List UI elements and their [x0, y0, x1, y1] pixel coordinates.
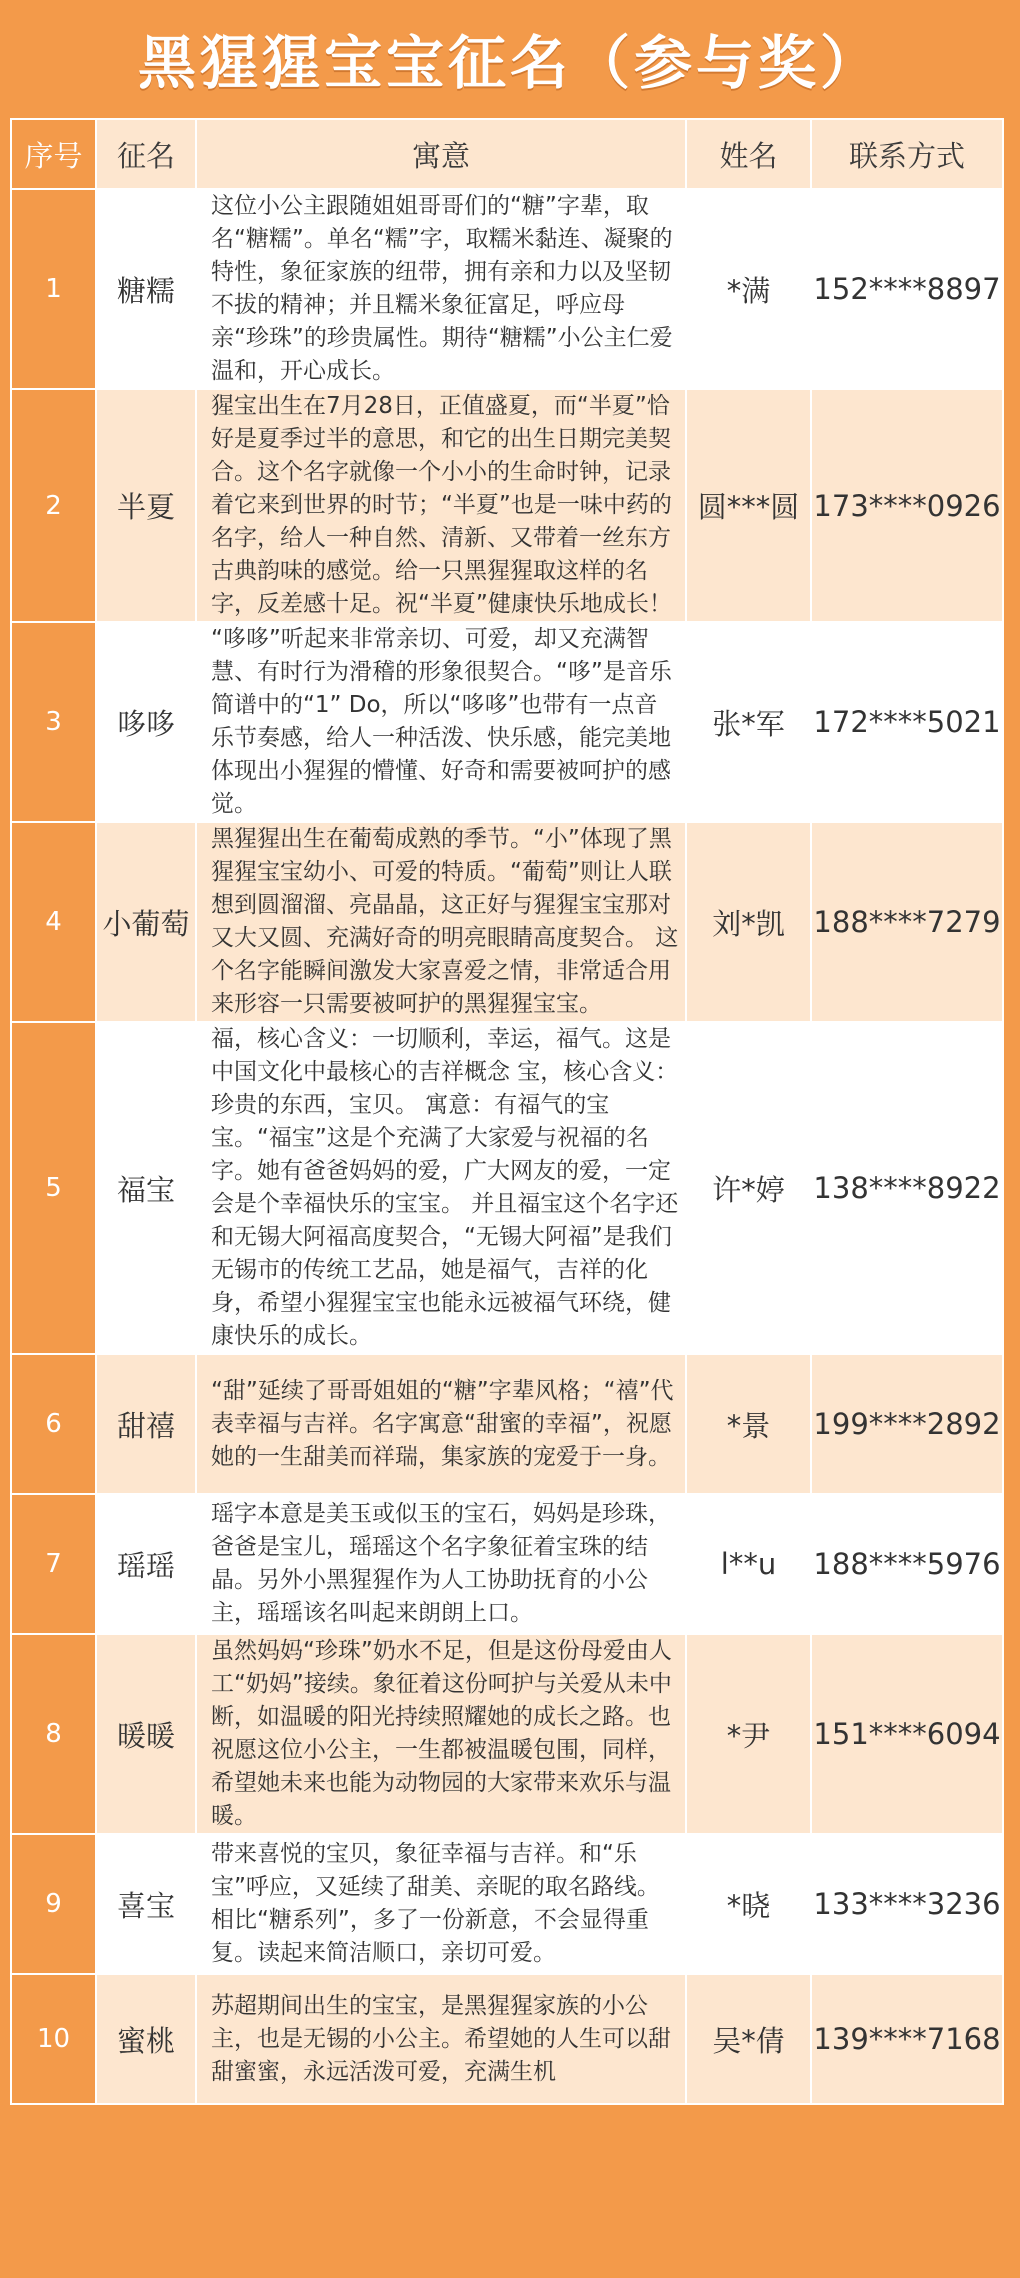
submitter-name: *满	[686, 189, 811, 389]
proposed-name: 哆哆	[96, 622, 196, 822]
name-meaning: 瑶字本意是美玉或似玉的宝石，妈妈是珍珠，爸爸是宝儿，瑶瑶这个名字象征着宝珠的结晶。另外小黑猩猩作为人工协助抚育的小公主，瑶瑶该名叫起来朗朗上口。	[196, 1494, 686, 1634]
header-person: 姓名	[686, 119, 811, 189]
proposed-name: 甜禧	[96, 1354, 196, 1494]
submitter-name: 圆***圆	[686, 389, 811, 622]
contact-phone: 138****8922	[811, 1022, 1003, 1354]
contact-phone: 152****8897	[811, 189, 1003, 389]
header-meaning: 寓意	[196, 119, 686, 189]
name-meaning: 带来喜悦的宝贝，象征幸福与吉祥。和“乐宝”呼应，又延续了甜美、亲昵的取名路线。相比“糖系列”，多了一份新意，不会显得重复。读起来简洁顺口，亲切可爱。	[196, 1834, 686, 1974]
proposed-name: 喜宝	[96, 1834, 196, 1974]
submitter-name: *尹	[686, 1634, 811, 1834]
name-meaning: 虽然妈妈“珍珠”奶水不足，但是这份母爱由人工“奶妈”接续。象征着这份呵护与关爱从未中断，如温暖的阳光持续照耀她的成长之路。也祝愿这位小公主，一生都被温暖包围，同样，希望她未来也能为动物园的大家带来欢乐与温暖。	[196, 1634, 686, 1834]
proposed-name: 小葡萄	[96, 822, 196, 1022]
header-row	[11, 119, 1003, 189]
row-index: 4	[11, 822, 96, 1022]
contact-phone: 151****6094	[811, 1634, 1003, 1834]
row-index: 10	[11, 1974, 96, 2104]
proposed-name: 蜜桃	[96, 1974, 196, 2104]
naming-table	[10, 118, 1004, 2105]
proposed-name: 瑶瑶	[96, 1494, 196, 1634]
contact-phone: 199****2892	[811, 1354, 1003, 1494]
submitter-name: 张*军	[686, 622, 811, 822]
header-name: 征名	[96, 119, 196, 189]
row-index: 1	[11, 189, 96, 389]
proposed-name: 福宝	[96, 1022, 196, 1354]
page-title: 黑猩猩宝宝征名（参与奖）	[137, 28, 882, 97]
row-index: 6	[11, 1354, 96, 1494]
header-index: 序号	[11, 119, 96, 189]
proposed-name: 糖糯	[96, 189, 196, 389]
table-row	[11, 1354, 1003, 1494]
proposed-name: 半夏	[96, 389, 196, 622]
submitter-name: *景	[686, 1354, 811, 1494]
name-meaning: 苏超期间出生的宝宝，是黑猩猩家族的小公主，也是无锡的小公主。希望她的人生可以甜甜蜜蜜，永远活泼可爱，充满生机	[196, 1974, 686, 2104]
row-index: 8	[11, 1634, 96, 1834]
row-index: 2	[11, 389, 96, 622]
submitter-name: l**u	[686, 1494, 811, 1634]
contact-phone: 139****7168	[811, 1974, 1003, 2104]
table-row	[11, 822, 1003, 1022]
title-banner	[0, 0, 1020, 115]
name-meaning: “甜”延续了哥哥姐姐的“糖”字辈风格；“禧”代表幸福与吉祥。名字寓意“甜蜜的幸福”，祝愿她的一生甜美而祥瑞，集家族的宠爱于一身。	[196, 1354, 686, 1494]
row-index: 3	[11, 622, 96, 822]
row-index: 9	[11, 1834, 96, 1974]
table-row	[11, 1834, 1003, 1974]
contact-phone: 173****0926	[811, 389, 1003, 622]
row-index: 7	[11, 1494, 96, 1634]
table-row	[11, 622, 1003, 822]
name-meaning: 这位小公主跟随姐姐哥哥们的“糖”字辈，取名“糖糯”。单名“糯”字，取糯米黏连、凝聚的特性，象征家族的纽带，拥有亲和力以及坚韧不拔的精神；并且糯米象征富足，呼应母亲“珍珠”的珍贵属性。期待“糖糯”小公主仁爱温和，开心成长。	[196, 189, 686, 389]
submitter-name: 许*婷	[686, 1022, 811, 1354]
contact-phone: 172****5021	[811, 622, 1003, 822]
table-row	[11, 1634, 1003, 1834]
table-row	[11, 389, 1003, 622]
name-meaning: 福，核心含义：一切顺利，幸运，福气。这是中国文化中最核心的吉祥概念 宝，核心含义：珍贵的东西，宝贝。 寓意：有福气的宝宝。“福宝”这是个充满了大家爱与祝福的名字。她有爸爸妈妈的爱，广大网友的爱，一定会是个幸福快乐的宝宝。 并且福宝这个名字还和无锡大阿福高度契合，“无锡大阿福”是我们无锡市的传统工艺品，她是福气，吉祥的化身，希望小猩猩宝宝也能永远被福气环绕，健康快乐的成长。	[196, 1022, 686, 1354]
table-row	[11, 1494, 1003, 1634]
submitter-name: *晓	[686, 1834, 811, 1974]
contact-phone: 133****3236	[811, 1834, 1003, 1974]
contact-phone: 188****5976	[811, 1494, 1003, 1634]
contact-phone: 188****7279	[811, 822, 1003, 1022]
name-meaning: 黑猩猩出生在葡萄成熟的季节。“小”体现了黑猩猩宝宝幼小、可爱的特质。“葡萄”则让人联想到圆溜溜、亮晶晶，这正好与猩猩宝宝那对又大又圆、充满好奇的明亮眼睛高度契合。 这个名字能瞬间激发大家喜爱之情，非常适合用来形容一只需要被呵护的黑猩猩宝宝。	[196, 822, 686, 1022]
submitter-name: 刘*凯	[686, 822, 811, 1022]
name-meaning: 猩宝出生在7月28日，正值盛夏，而“半夏”恰好是夏季过半的意思，和它的出生日期完美契合。这个名字就像一个小小的生命时钟，记录着它来到世界的时节；“半夏”也是一味中药的名字，给人一种自然、清新、又带着一丝东方古典韵味的感觉。给一只黑猩猩取这样的名字，反差感十足。祝“半夏”健康快乐地成长！	[196, 389, 686, 622]
submitter-name: 吴*倩	[686, 1974, 811, 2104]
header-contact: 联系方式	[811, 119, 1003, 189]
table-row	[11, 1022, 1003, 1354]
name-meaning: “哆哆”听起来非常亲切、可爱，却又充满智慧、有时行为滑稽的形象很契合。“哆”是音乐简谱中的“1” Do，所以“哆哆”也带有一点音乐节奏感，给人一种活泼、快乐感，能完美地体现出小猩猩的懵懂、好奇和需要被呵护的感觉。	[196, 622, 686, 822]
proposed-name: 暖暖	[96, 1634, 196, 1834]
table-row	[11, 1974, 1003, 2104]
row-index: 5	[11, 1022, 96, 1354]
table-row	[11, 189, 1003, 389]
